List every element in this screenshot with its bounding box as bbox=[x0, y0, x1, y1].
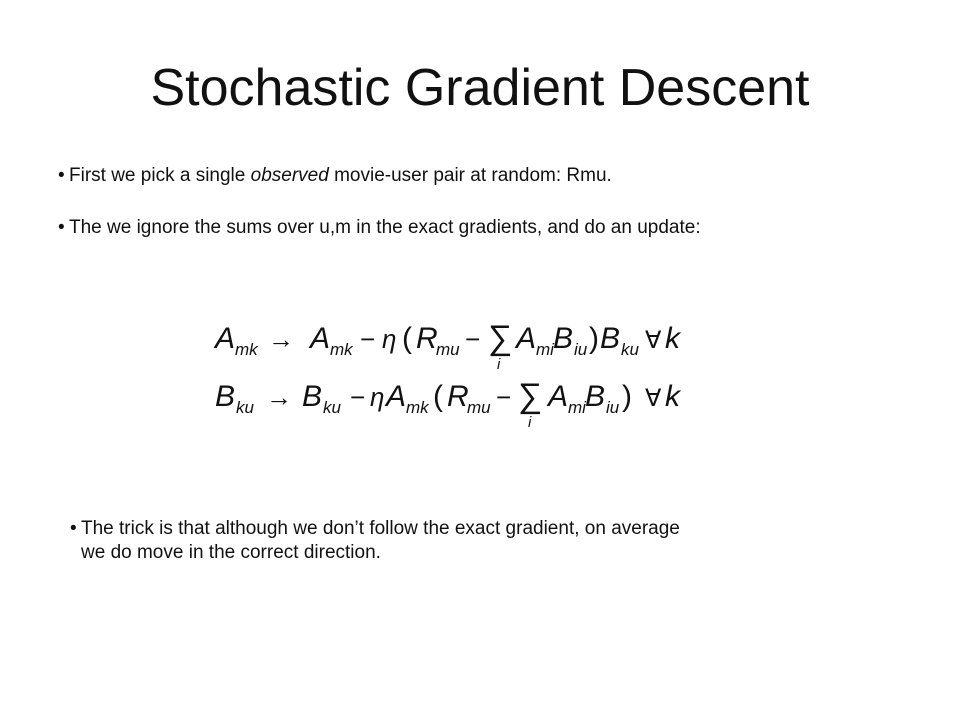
svg-text:A: A bbox=[516, 322, 537, 355]
svg-text:A: A bbox=[215, 322, 236, 355]
svg-text:mi: mi bbox=[568, 398, 586, 417]
svg-text:B: B bbox=[585, 380, 606, 413]
svg-text:): ) bbox=[589, 322, 599, 355]
svg-text:(: ( bbox=[433, 380, 443, 413]
svg-text:∀: ∀ bbox=[645, 327, 662, 354]
svg-text:iu: iu bbox=[606, 398, 620, 417]
svg-text:−: − bbox=[360, 324, 376, 354]
svg-text:∀: ∀ bbox=[645, 385, 662, 412]
svg-text:ku: ku bbox=[236, 398, 254, 417]
svg-text:mk: mk bbox=[235, 340, 258, 359]
equation-update-b bbox=[215, 377, 682, 431]
svg-text:−: − bbox=[496, 382, 512, 412]
svg-text:k: k bbox=[665, 380, 680, 413]
svg-text:mu: mu bbox=[436, 340, 460, 359]
svg-text:mk: mk bbox=[406, 398, 429, 417]
equations-svg bbox=[210, 305, 710, 465]
svg-text:ku: ku bbox=[323, 398, 341, 417]
slide-title: Stochastic Gradient Descent bbox=[150, 59, 810, 117]
bullet-dot: • bbox=[58, 165, 65, 186]
equation-update-a bbox=[213, 319, 682, 373]
svg-text:ku: ku bbox=[621, 340, 639, 359]
svg-text:mi: mi bbox=[536, 340, 554, 359]
svg-text:∑: ∑ bbox=[488, 319, 513, 357]
svg-text:iu: iu bbox=[574, 340, 588, 359]
bullet-dot: • bbox=[58, 217, 65, 238]
svg-text:∑: ∑ bbox=[518, 377, 543, 415]
svg-text:B: B bbox=[600, 322, 621, 355]
bullet-text: The we ignore the sums over u,m in the exact gradients, and do an update: bbox=[69, 217, 701, 238]
svg-text:B: B bbox=[215, 380, 236, 413]
svg-text:): ) bbox=[622, 380, 632, 413]
bullet-emphasis-observed: observed bbox=[250, 165, 329, 186]
svg-text:A: A bbox=[310, 322, 331, 355]
svg-text:−: − bbox=[465, 324, 481, 354]
svg-text:B: B bbox=[553, 322, 574, 355]
svg-text:→: → bbox=[268, 324, 294, 354]
svg-text:R: R bbox=[447, 380, 469, 413]
svg-text:k: k bbox=[665, 322, 680, 355]
svg-text:R: R bbox=[416, 322, 438, 355]
svg-text:mk: mk bbox=[330, 340, 353, 359]
bullet-pick-observed-pair bbox=[58, 164, 612, 188]
svg-text:η: η bbox=[382, 324, 397, 354]
bullet-text-before: First we pick a single bbox=[69, 165, 251, 186]
bullet-text-line1: The trick is that although we don’t follow the exact gradient, on average bbox=[81, 518, 680, 539]
bullet-ignore-sums bbox=[58, 216, 701, 240]
bullet-text-after: movie-user pair at random: Rmu. bbox=[328, 165, 612, 186]
svg-text:−: − bbox=[350, 382, 366, 412]
svg-text:B: B bbox=[302, 380, 323, 413]
svg-text:A: A bbox=[386, 380, 407, 413]
bullet-trick-correct-direction bbox=[70, 517, 860, 565]
bullet-text-line2: we do move in the correct direction. bbox=[81, 542, 381, 563]
svg-text:i: i bbox=[497, 356, 501, 373]
svg-text:i: i bbox=[528, 414, 532, 431]
svg-text:→: → bbox=[266, 382, 292, 412]
bullet-dot: • bbox=[70, 518, 77, 539]
update-equations bbox=[210, 305, 710, 465]
svg-text:A: A bbox=[548, 380, 569, 413]
svg-text:(: ( bbox=[402, 322, 412, 355]
svg-text:mu: mu bbox=[467, 398, 491, 417]
svg-text:η: η bbox=[370, 382, 385, 412]
